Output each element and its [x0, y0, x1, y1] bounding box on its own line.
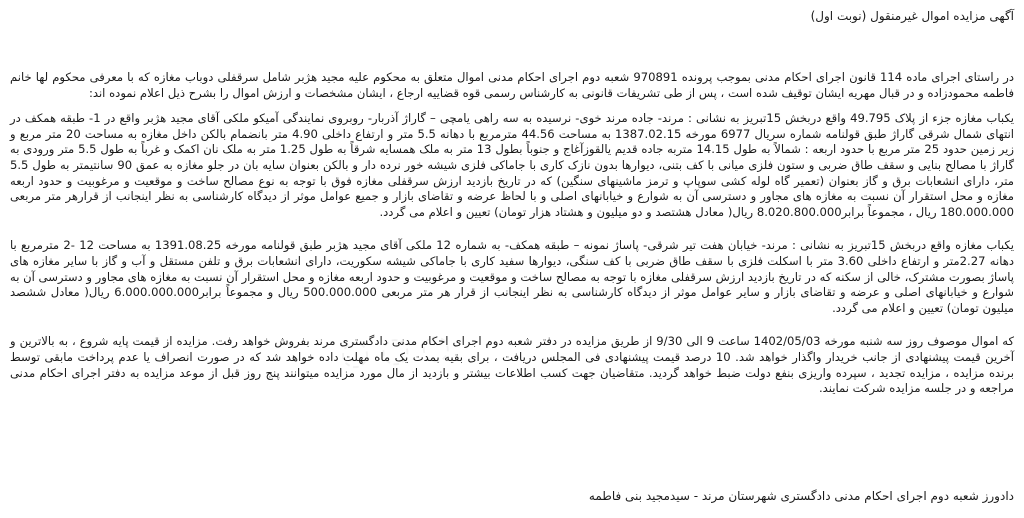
property-item-1-paragraph: یکباب مغازه جزء از پلاک 49.795 واقع دربخش 15تبریز به نشانی : مرند- جاده مرند خوی- نرسیده به سه راهی یامچی – گاراژ آذربار- روبروی نمایندگی آمیکو ملکی آقای مجید هژبر واقع در 1- طبقه همکف در انتهای شمال شرقی گاراژ طبق قولنامه شماره سریال 6977 مورخه 1387.02.15 به مساحت 44.56 مترمربع با دهانه 5.5 متر و ارتفاع داخلی 4.90 متر بانضمام بالکن داخل مغازه به مساحت 20 متر مربع و زیر زمین حدود 25 متر مربع با حدود اربعه : شمالاً به طول 14.15 متربه جاده قدیم یالقوزآغاج و جنوباً بطول 13 متر به ملک همسایه شرقاً به طول 1.25 متر به ملک نان اکمک و غرباً به طول 5.5 متر ورودی به گاراژ با مصالح بنایی و سقف طاق ضربی و ستون فلزی میانی با کف بتنی، دیوارها بدون نازک کاری با جاماکی فلزی شیشه خور نرده دار و بالکن بعنوان سایه بان در جلو مغازه به عمق 90 سانتیمتر به طول 5.5 متر، دارای انشعابات برق و گاز بعنوان (تعمیر گاه لوله کشی سوپاپ و ترمز ماشینهای سنگین) که در تاریخ بازدید ارزش سرقفلی مغازه فوق با توجه به نوع مصالح ساخت و موقعیت و مرغوبیت و حدود اربعه مغازه و محل استقرار آن نسبت به مغازه های مجاور و دسترسی آن به شوارع و خیابانهای اصلی و با لحاظ عرضه و تقاضای بازار و جمیع عوامل موثر از دیدگاه کارشناسی به نظر اینجانب از قرارهر متر مربعی 180.000.000 ریال ، مجموعاً برابر8.020.800.000 ریال( معادل هشتصد و دو میلیون و هشتاد هزار تومان) تعیین و اعلام می گردد.	[10, 111, 1015, 219]
auction-terms-paragraph: که اموال موصوف روز سه شنبه مورخه 1402/05/03 ساعت 9 الی 9/30 از طریق مزایده در دفتر شعبه دوم اجرای احکام مدنی دادگستری مرند بفروش خواهد رفت. مزایده از قیمت پایه شروع ، به بالاترین و آخرین قیمت پیشنهادی از جانب خریدار واگذار خواهد شد. 10 درصد قیمت پیشنهادی فی المجلس دریافت ، برای بقیه بمدت یک ماه مهلت داده خواهد شد که در صورت انصراف یا عدم پرداخت مابقی توسط برنده مزایده ، مزایده تجدید ، سپرده واریزی بنفع دولت ضبط خواهد گردید. متقاضیان جهت کسب اطلاعات بیشتر و بازدید از مال مورد مزایده میتوانند پنج روز قبل از موعد مزایده به دفتر اجرای احکام مدنی مراجعه و در جلسه مزایده شرکت نمایند.	[10, 334, 1015, 396]
notice-title: آگهی مزایده اموال غیرمنقول (نوبت اول)	[810, 9, 1014, 23]
intro-paragraph: در راستای اجرای ماده 114 قانون اجرای احکام مدنی بموجب پرونده 970891 شعبه دوم اجرای احکام مدنی اموال متعلق به محکوم علیه مجید هژبر شامل سرقفلی دوباب مغازه که با معرفی محکوم لها خانم فاطمه محمودزاده و در قبال مهریه ایشان توقیف شده است ، پس از طی تشریفات قانونی به کارشناس رسمی قوه قضاییه ارجاع ، ایشان مشخصات و ارزش اموال را بشرح ذیل اعلام نموده اند:	[10, 70, 1015, 100]
signature-line: دادورز شعبه دوم اجرای احکام مدنی دادگستری شهرستان مرند - سیدمجید بنی فاطمه	[588, 489, 1014, 503]
background-watermark: ◌ ◌ ◌	[338, 326, 452, 374]
property-item-2-paragraph: یکباب مغازه واقع دربخش 15تبریز به نشانی : مرند- خیابان هفت تیر شرقی- پاساژ نمونه – طبقه همکف- به شماره 12 ملکی آقای مجید هژبر طبق قولنامه مورخه 1391.08.25 به مساحت 12 -2 مترمربع با دهانه 2.27متر و ارتفاع داخلی 3.60 متر با اسکلت فلزی با سقف طاق ضربی با کف سنگی، دیوارها سفید کاری با جاماکی شیشه سکوریت، دارای انشعابات برق و تلفن مستقل و آب و گاز با سایر مغازه های پاساژ بصورت مشترک، خالی از سکنه که در تاریخ بازدید ارزش سرقفلی مغازه با توجه به مصالح ساخت و موقعیت و مرغوبیت و حدود اربعه مغازه و محل استقرار آن نسبت به مغازه های مجاور و دسترسی آن به شوارع و خیابانهای اصلی و عرضه و تقاضای بازار و سایر عوامل موثر از دیدگاه کارشناسی به نظر اینجانب از قرار هر متر مربعی 500.000.000 ریال و مجموعاً برابر6.000.000.000 ریال( معادل ششصد میلیون تومان) تعیین و اعلام می گردد.	[10, 238, 1015, 315]
